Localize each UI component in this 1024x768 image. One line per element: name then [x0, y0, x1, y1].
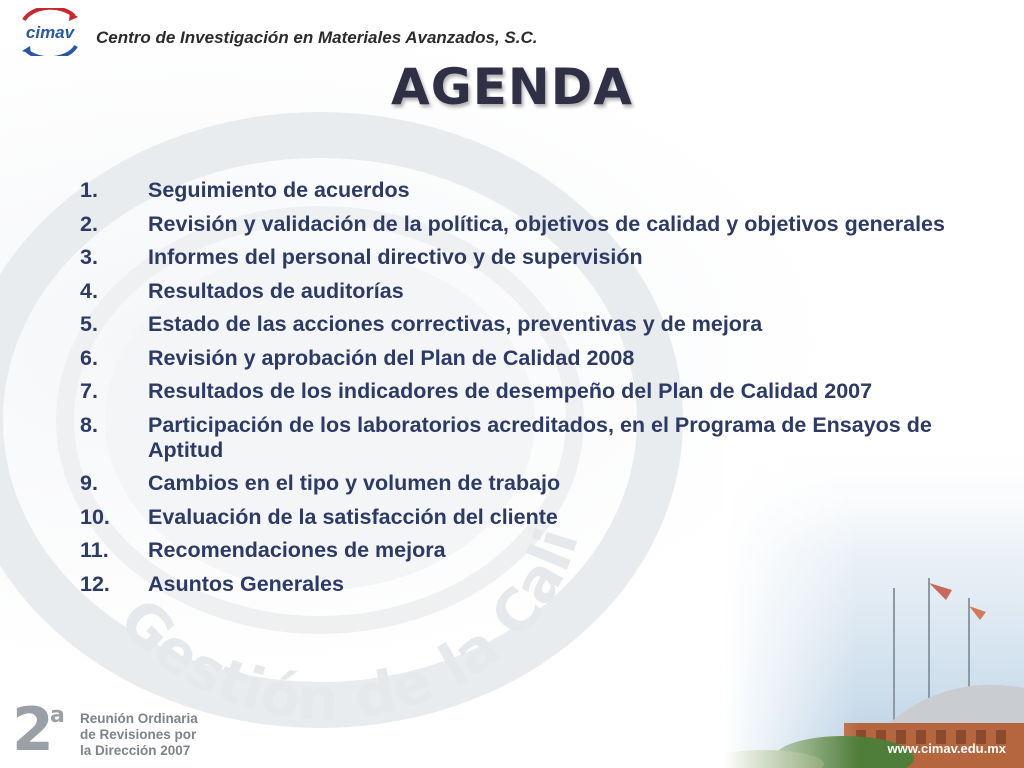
meeting-caption-line: Reunión Ordinaria	[80, 711, 198, 726]
agenda-item-text: Recomendaciones de mejora	[148, 538, 446, 562]
cimav-logo	[10, 8, 90, 56]
agenda-item	[80, 471, 985, 496]
meeting-caption-line: la Dirección 2007	[80, 743, 191, 758]
agenda-item-number: 6.	[80, 345, 98, 370]
agenda-item-number: 11.	[80, 538, 109, 562]
agenda-item	[80, 346, 985, 371]
website-url: www.cimav.edu.mx	[887, 741, 1006, 756]
meeting-caption	[80, 711, 198, 759]
agenda-item-number: 10.	[80, 504, 110, 529]
meeting-number-superscript: a	[50, 703, 65, 728]
agenda-item	[80, 312, 985, 337]
agenda-item	[80, 279, 985, 304]
agenda-item-text: Revisión y aprobación del Plan de Calidad 2008	[148, 345, 635, 370]
agenda-item-number: 4.	[80, 278, 98, 303]
agenda-item-text: Seguimiento de acuerdos	[148, 178, 410, 202]
agenda-item-text: Cambios en el tipo y volumen de trabajo	[148, 471, 561, 495]
agenda-item-text: Resultados de auditorías	[148, 278, 404, 303]
agenda-item	[80, 505, 985, 530]
agenda-item-text: Informes del personal directivo y de supervisión	[148, 245, 643, 269]
agenda-item	[80, 178, 985, 203]
watermark-lower-text: Gestión de la Cali	[106, 520, 592, 730]
agenda-item-number: 12.	[80, 571, 110, 596]
agenda-item-number: 1.	[80, 178, 98, 202]
agenda-item	[80, 572, 985, 597]
agenda-item-text: Evaluación de la satisfacción del cliente	[148, 504, 558, 529]
agenda-item-text: Participación de los laboratorios acreditados, en el Programa de Ensayos de Aptitud	[148, 412, 932, 462]
agenda-item-number: 7.	[80, 379, 98, 403]
agenda-item	[80, 212, 985, 237]
agenda-item-number: 3.	[80, 245, 98, 269]
logo-text: cimav	[25, 23, 75, 42]
agenda-item	[80, 538, 985, 563]
agenda-item	[80, 245, 985, 270]
agenda-list	[80, 178, 985, 605]
agenda-item	[80, 413, 985, 463]
agenda-item-number: 9.	[80, 471, 98, 495]
page-title: AGENDA	[391, 58, 633, 116]
meeting-number: 2	[12, 695, 54, 765]
agenda-item-text: Resultados de los indicadores de desempeño del Plan de Calidad 2007	[148, 379, 873, 403]
agenda-item	[80, 379, 985, 404]
agenda-item-text: Revisión y validación de la política, objetivos de calidad y objetivos generales	[148, 211, 945, 236]
meeting-caption-line: de Revisiones por	[80, 727, 197, 742]
agenda-item-number: 8.	[80, 412, 98, 437]
agenda-item-text: Estado de las acciones correctivas, preventivas y de mejora	[148, 312, 763, 336]
agenda-item-number: 5.	[80, 312, 98, 336]
institute-name: Centro de Investigación en Materiales Avanzados, S.C.	[96, 28, 538, 47]
agenda-item-number: 2.	[80, 211, 98, 236]
agenda-item-text: Asuntos Generales	[148, 571, 344, 596]
